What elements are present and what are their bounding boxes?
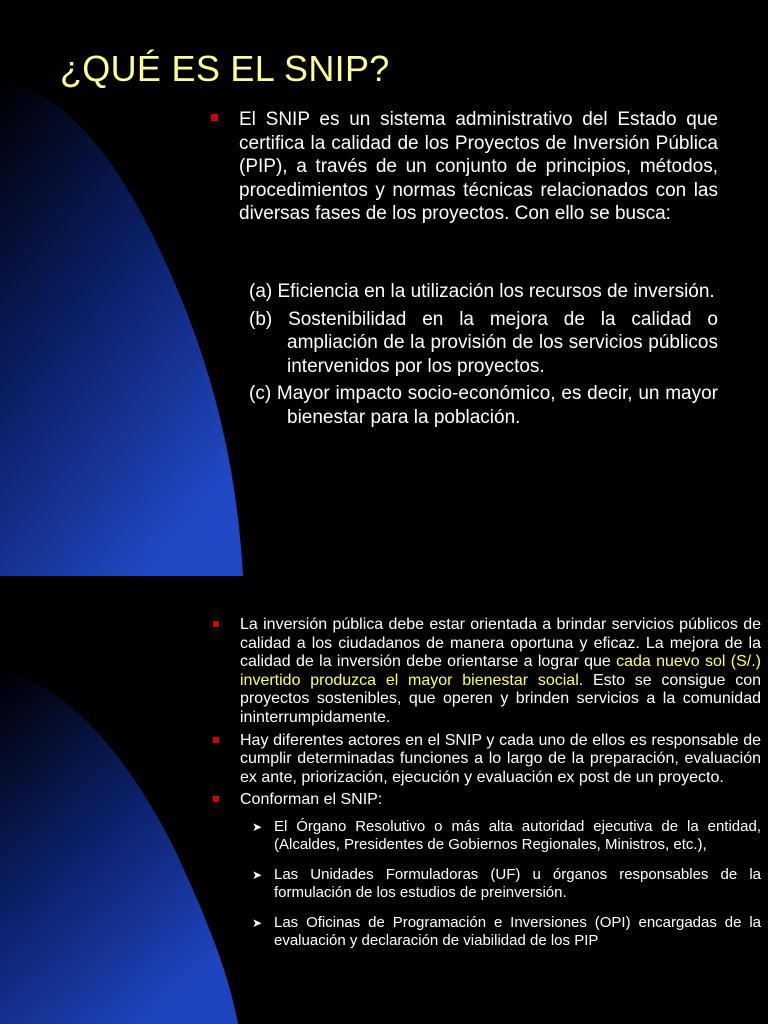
blue-swoosh-shape-2 [0, 600, 250, 1024]
slide-2 [0, 600, 768, 1024]
objective-item-c: (c) Mayor impacto socio-económico, es decir, un mayor bienestar para la población. [249, 383, 718, 428]
bullet1-text-a: La inversión pública debe estar orientada a brindar servicios públicos de calidad a los ciudadanos de manera oportuna y eficaz. La mejora de la calidad de la inversión debe orientarse a lograr que [240, 616, 761, 671]
slide-title: ¿QUÉ ES EL SNIP? [60, 48, 390, 89]
bullet-public-investment [240, 616, 761, 728]
snip-members-list [252, 817, 761, 950]
arrow-bullet-icon: ➤ [252, 867, 263, 882]
member-item-uf [252, 865, 761, 902]
member-text-3: Las Oficinas de Programación e Inversiones (OPI) encargadas de la evaluación y declaración de viabilidad de los PIP [274, 913, 761, 949]
objective-item-b: (b) Sostenibilidad en la mejora de la calidad o ampliación de la provisión de los servicios públicos intervenidos por los proyectos. [249, 308, 718, 377]
slide-separator [0, 576, 768, 600]
objectives-list [239, 280, 718, 433]
bullet-square-icon [213, 796, 219, 802]
bullet-square-icon [211, 114, 218, 121]
arrow-bullet-icon: ➤ [252, 915, 263, 930]
bullet1-text-b: . Esto se consigue con proyectos sostenibles, que operen y brinden servicios a la comunidad ininterrumpidamente. [240, 671, 762, 726]
bullet2-text: Hay diferentes actores en el SNIP y cada uno de ellos es responsable de cumplir determinadas funciones a lo largo de la preparación, evaluación ex ante, priorización, ejecución y evaluación ex post de un proyecto. [240, 731, 761, 786]
bullet-square-icon [213, 737, 219, 743]
member-text-2: Las Unidades Formuladoras (UF) u órganos responsables de la formulación de los estudios de preinversión. [274, 865, 761, 901]
intro-bullet [239, 108, 718, 226]
bullet-conforman [240, 791, 761, 810]
bullet3-text: Conforman el SNIP: [240, 791, 383, 809]
objective-item-a: (a) Eficiencia en la utilización los recursos de inversión. [249, 281, 715, 302]
bullet-square-icon [213, 621, 219, 627]
bullet1-highlight: cada nuevo sol (S/.) invertido produzca el mayor bienestar social [240, 653, 762, 689]
arrow-bullet-icon: ➤ [252, 819, 263, 834]
member-item-opi [252, 913, 761, 950]
snip-details [240, 616, 761, 962]
member-item-organo [252, 817, 761, 854]
bullet-actors [240, 732, 761, 788]
intro-text: El SNIP es un sistema administrativo del Estado que certifica la calidad de los Proyectos de Inversión Pública (PIP), a través de un conjunto de principios, métodos, procedimientos y normas técnicas relacionados con las diversas fases de los proyectos. Con ello se busca: [239, 109, 718, 224]
member-text-1: El Órgano Resolutivo o más alta autoridad ejecutiva de la entidad, (Alcaldes, Presidentes de Gobiernos Regionales, Ministros, etc.), [274, 817, 761, 853]
